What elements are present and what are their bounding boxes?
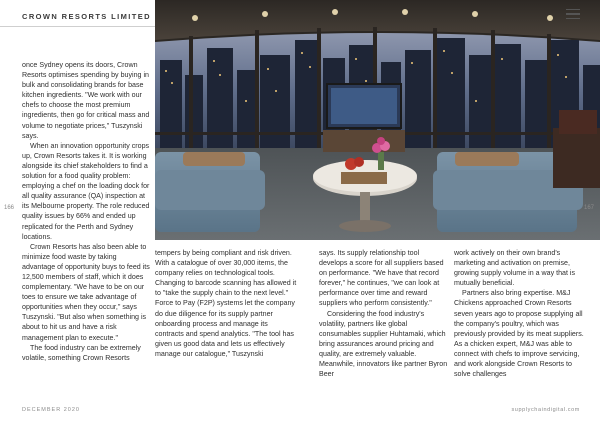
article-column-3 <box>319 248 449 379</box>
footer-date: DECEMBER 2020 <box>22 407 80 413</box>
hotel-lounge-photo <box>155 0 600 240</box>
page-number-right: 167 <box>584 205 595 211</box>
menu-icon[interactable] <box>566 9 580 20</box>
article-column-1 <box>22 60 150 363</box>
header-title: CROWN RESORTS LIMITED <box>22 12 151 21</box>
page-number-left: 166 <box>4 205 15 211</box>
paragraph: says. Its supply relationship tool develops a score for all suppliers based on performance. "We have that record forever," he continues, "we can look at performance over time and reward suppliers who perform consistently." <box>319 249 444 308</box>
paragraph: The food industry can be extremely volatile, something Crown Resorts <box>22 343 141 362</box>
article-column-4 <box>454 248 587 379</box>
paragraph: Considering the food industry's volatility, partners like global consumables supplier Huhtamaki, which bring assurances around pricing and quality, are extremely valuable. Meanwhile, innovators like partner Byron Beer <box>319 309 448 379</box>
paragraph: once Sydney opens its doors, Crown Resorts optimises spending by buying in bulk and consolidating brands for base kitchen ingredients. "We work with our chefs to choose the most premium ingredients, then go for critical mass and volume to negotiate prices," Tuszynski says. <box>22 61 150 140</box>
paragraph: work actively on their own brand's marketing and activation on premise, growing supply volume in a way that is mutually beneficial. <box>454 249 576 288</box>
article-column-2 <box>155 248 298 359</box>
paragraph: When an innovation opportunity crops up, Crown Resorts takes it. It is working alongside its chief stakeholders to find a solution for a food quality problem: employing a chef on the loading dock for all quality assurance (QA) inspection at its Melbourne property. The role reduced quality issues by 66% and ended up replicated for the Perth and Sydney locations. <box>22 141 150 241</box>
paragraph: tempers by being compliant and risk driven. With a catalogue of over 30,000 items, the company relies on technological tools. Changing to barcode scanning has allowed it to "take the supply chain to the next level." Force to Pay (F2P) systems let the company do due diligence for its supply partner onboarding process and manage its contracts and spend analytics. "The tool has given us good data and lets us effectively manage our catalogue," Tuszynski <box>155 249 297 358</box>
footer-website[interactable]: supplychaindigital.com <box>511 407 580 413</box>
paragraph: Crown Resorts has also been able to minimize food waste by taking advantage of opportunity buys to feed its 12,500 members of staff, which it does complementary. "We have to be on our toes to ensure we take advantage of opportunities when they occur," says Tuszynski. "But also when something is about to hit us and have a risk management plan to execute." <box>22 242 150 342</box>
header-divider <box>0 26 155 27</box>
paragraph: Partners also bring expertise. M&J Chickens approached Crown Resorts seven years ago to propose supplying all the company's poultry, which was previously provided by its meat suppliers. As a chicken expert, M&J was able to connect with chefs to improve servicing, and work alongside Crown Resorts to solve challenges <box>454 289 584 379</box>
